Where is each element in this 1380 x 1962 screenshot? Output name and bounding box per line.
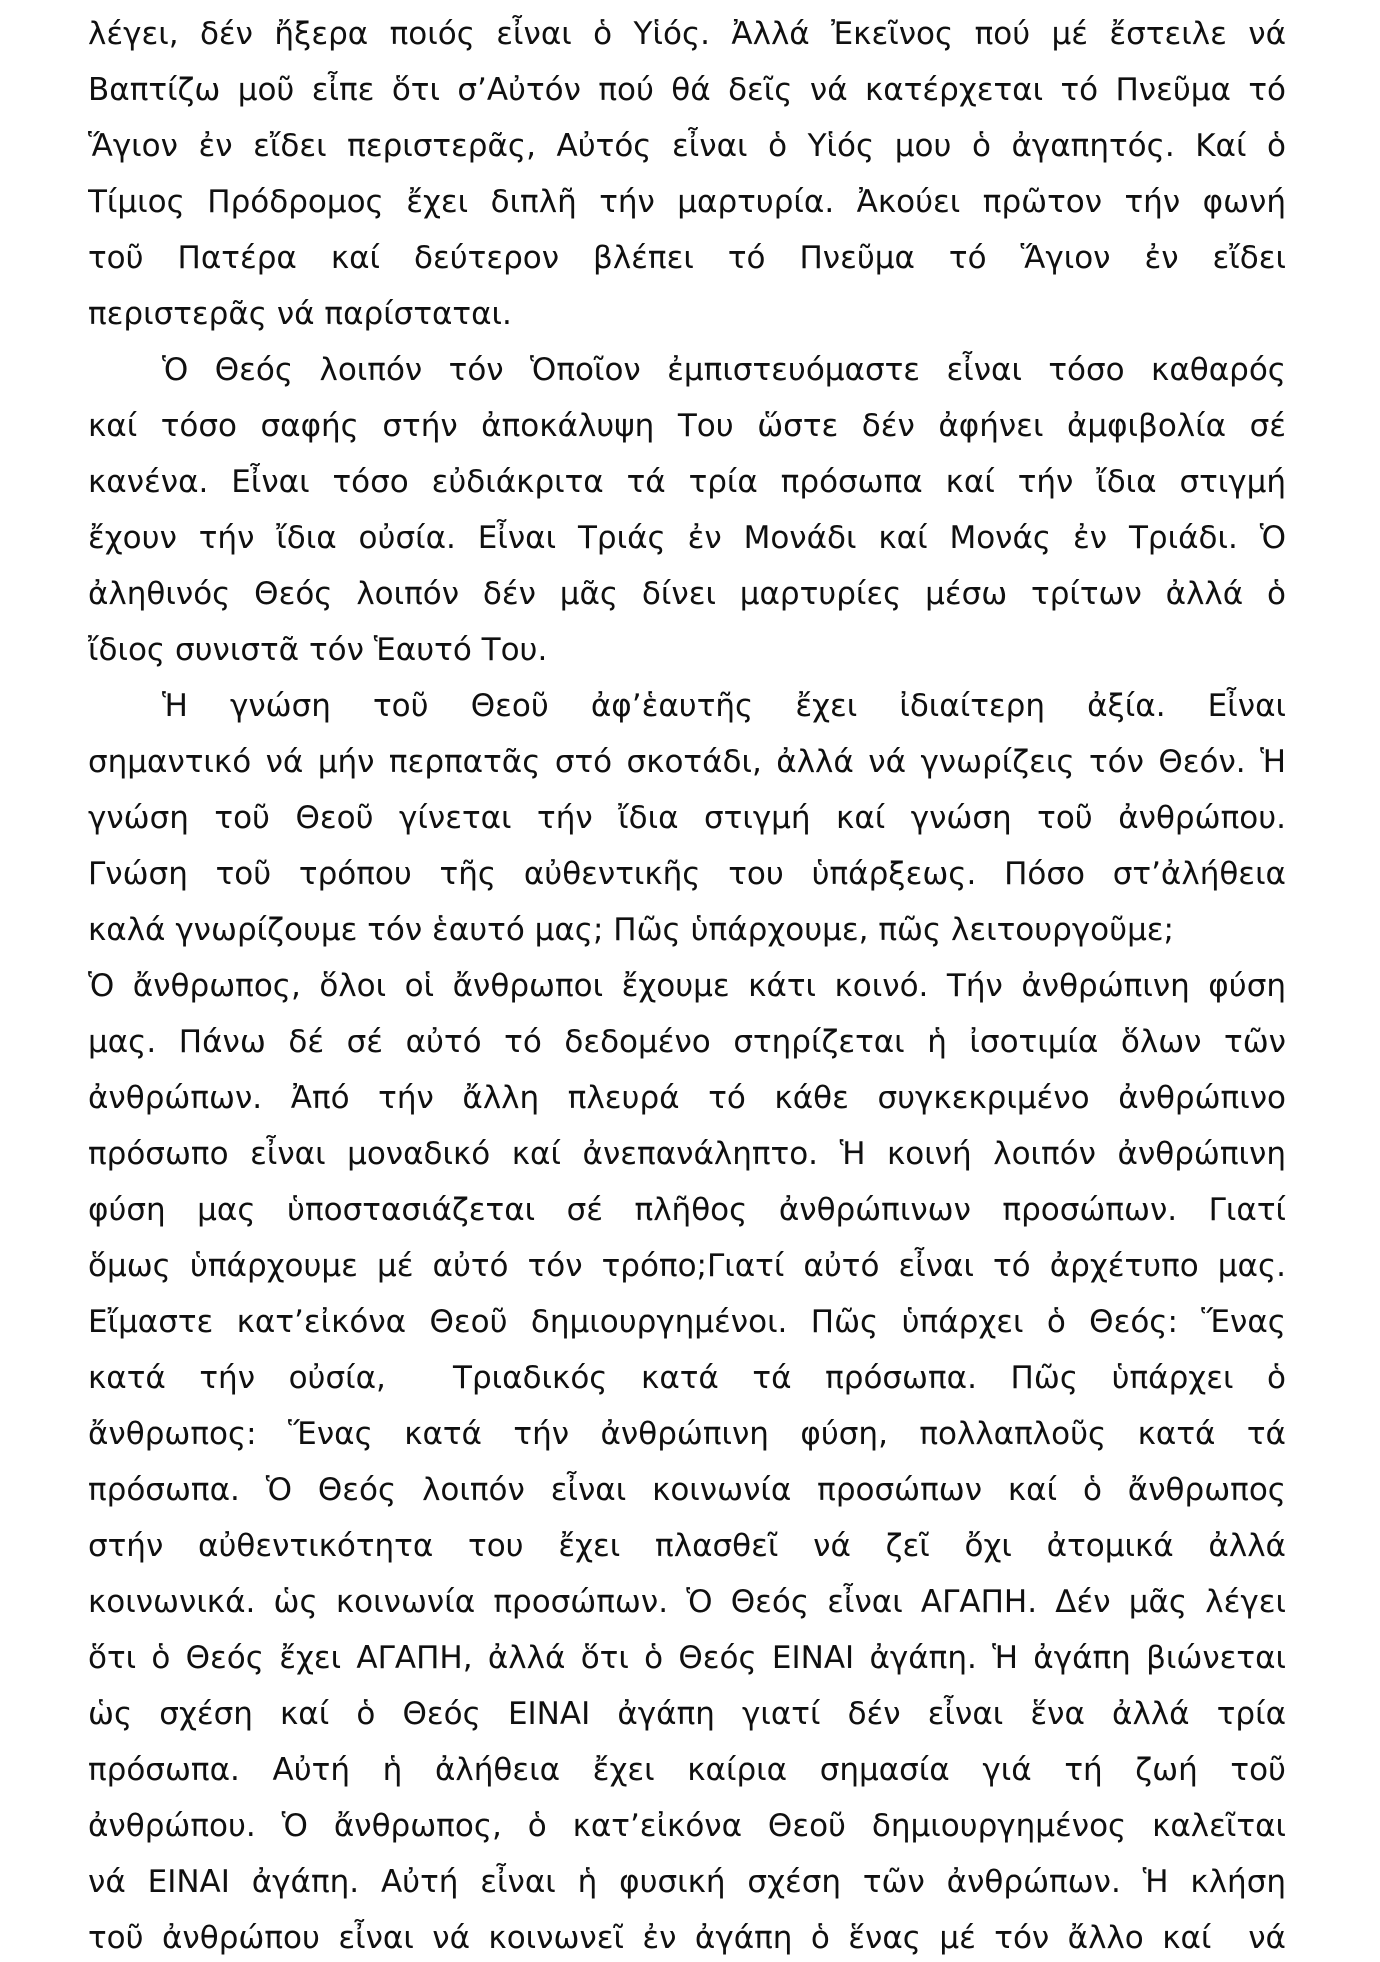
text-line: ἔχουν τήν ἴδια οὐσία. Εἶναι Τριάς ἐν Μονάδι καί Μονάς ἐν Τριάδι. Ὁ bbox=[88, 520, 1286, 556]
text-line: πρόσωπο εἶναι μοναδικό καί ἀνεπανάληπτο. Ἡ κοινή λοιπόν ἀνθρώπινη bbox=[88, 1136, 1286, 1172]
text-line: ὡς σχέση καί ὁ Θεός ΕΙΝΑΙ ἀγάπη γιατί δέν εἶναι ἕνα ἀλλά τρία bbox=[88, 1696, 1286, 1732]
paragraph bbox=[88, 678, 1286, 958]
text-line: νά ΕΙΝΑΙ ἀγάπη. Αὐτή εἶναι ἡ φυσική σχέση τῶν ἀνθρώπων. Ἡ κλήση bbox=[88, 1864, 1286, 1900]
text-line: Ὁ ἄνθρωπος, ὅλοι οἱ ἄνθρωποι ἔχουμε κάτι κοινό. Τήν ἀνθρώπινη φύση bbox=[88, 968, 1286, 1004]
text-line: λέγει, δέν ἤξερα ποιός εἶναι ὁ Υἱός. Ἀλλά Ἐκεῖνος πού μέ ἔστειλε νά bbox=[88, 16, 1286, 52]
text-line: Γνώση τοῦ τρόπου τῆς αὐθεντικῆς του ὑπάρξεως. Πόσο στ’ἀλήθεια bbox=[88, 856, 1286, 892]
text-line: Ἡ γνώση τοῦ Θεοῦ ἀφ’ἑαυτῆς ἔχει ἰδιαίτερη ἀξία. Εἶναι bbox=[162, 688, 1286, 724]
text-line: Ὁ Θεός λοιπόν τόν Ὁποῖον ἐμπιστευόμαστε εἶναι τόσο καθαρός bbox=[162, 352, 1286, 388]
text-line: κανένα. Εἶναι τόσο εὐδιάκριτα τά τρία πρόσωπα καί τήν ἴδια στιγμή bbox=[88, 464, 1286, 500]
text-line: τοῦ Πατέρα καί δεύτερον βλέπει τό Πνεῦμα τό Ἅγιον ἐν εἴδει bbox=[88, 240, 1286, 276]
text-line: Εἴμαστε κατ’εἰκόνα Θεοῦ δημιουργημένοι. Πῶς ὑπάρχει ὁ Θεός: Ἕνας bbox=[88, 1304, 1286, 1340]
text-line: κατά τήν οὐσία, Τριαδικός κατά τά πρόσωπα. Πῶς ὑπάρχει ὁ bbox=[88, 1360, 1286, 1396]
text-line: Βαπτίζω μοῦ εἶπε ὅτι σ’Αὐτόν πού θά δεῖς νά κατέρχεται τό Πνεῦμα τό bbox=[88, 72, 1286, 108]
text-line: ἄνθρωπος: Ἕνας κατά τήν ἀνθρώπινη φύση, πολλαπλοῦς κατά τά bbox=[88, 1416, 1286, 1452]
text-line: καί τόσο σαφής στήν ἀποκάλυψη Του ὥστε δέν ἀφήνει ἀμφιβολία σέ bbox=[88, 408, 1286, 444]
text-line: ἀνθρώπων. Ἀπό τήν ἄλλη πλευρά τό κάθε συγκεκριμένο ἀνθρώπινο bbox=[88, 1080, 1286, 1116]
text-line: ὅτι ὁ Θεός ἔχει ΑΓΑΠΗ, ἀλλά ὅτι ὁ Θεός ΕΙΝΑΙ ἀγάπη. Ἡ ἀγάπη βιώνεται bbox=[88, 1640, 1286, 1676]
text-line: πρόσωπα. Αὐτή ἡ ἀλήθεια ἔχει καίρια σημασία γιά τή ζωή τοῦ bbox=[88, 1752, 1286, 1788]
text-line: σημαντικό νά μήν περπατᾶς στό σκοτάδι, ἀλλά νά γνωρίζεις τόν Θεόν. Ἡ bbox=[88, 744, 1286, 780]
text-line: πρόσωπα. Ὁ Θεός λοιπόν εἶναι κοινωνία προσώπων καί ὁ ἄνθρωπος bbox=[88, 1472, 1286, 1508]
paragraph bbox=[88, 342, 1286, 678]
text-line: ἀληθινός Θεός λοιπόν δέν μᾶς δίνει μαρτυρίες μέσω τρίτων ἀλλά ὁ bbox=[88, 576, 1286, 612]
text-line: φύση μας ὑποστασιάζεται σέ πλῆθος ἀνθρώπινων προσώπων. Γιατί bbox=[88, 1192, 1286, 1228]
text-block bbox=[88, 6, 1286, 1962]
text-line: στήν αὐθεντικότητα του ἔχει πλασθεῖ νά ζεῖ ὄχι ἀτομικά ἀλλά bbox=[88, 1528, 1286, 1564]
text-line: ἀνθρώπου. Ὁ ἄνθρωπος, ὁ κατ’εἰκόνα Θεοῦ δημιουργημένος καλεῖται bbox=[88, 1808, 1286, 1844]
text-line: γνώση τοῦ Θεοῦ γίνεται τήν ἴδια στιγμή καί γνώση τοῦ ἀνθρώπου. bbox=[88, 800, 1286, 836]
text-line: μας. Πάνω δέ σέ αὐτό τό δεδομένο στηρίζεται ἡ ἰσοτιμία ὅλων τῶν bbox=[88, 1024, 1286, 1060]
paragraph bbox=[88, 6, 1286, 342]
text-line: καλά γνωρίζουμε τόν ἑαυτό μας; Πῶς ὑπάρχουμε, πῶς λειτουργοῦμε; bbox=[88, 912, 1174, 948]
text-line: κοινωνικά. ὡς κοινωνία προσώπων. Ὁ Θεός εἶναι ΑΓΑΠΗ. Δέν μᾶς λέγει bbox=[88, 1584, 1286, 1620]
text-line: Ἅγιον ἐν εἴδει περιστερᾶς, Αὐτός εἶναι ὁ Υἱός μου ὁ ἀγαπητός. Καί ὁ bbox=[88, 128, 1286, 164]
text-line: ἴδιος συνιστᾶ τόν Ἑαυτό Του. bbox=[88, 632, 548, 668]
text-line: περιστερᾶς νά παρίσταται. bbox=[88, 296, 512, 332]
text-line: τοῦ ἀνθρώπου εἶναι νά κοινωνεῖ ἐν ἀγάπη ὁ ἕνας μέ τόν ἄλλο καί νά bbox=[88, 1920, 1286, 1956]
text-line: Τίμιος Πρόδρομος ἔχει διπλῆ τήν μαρτυρία. Ἀκούει πρῶτον τήν φωνή bbox=[88, 184, 1286, 220]
text-line: ὅμως ὑπάρχουμε μέ αὐτό τόν τρόπο;Γιατί αὐτό εἶναι τό ἀρχέτυπο μας. bbox=[88, 1248, 1286, 1284]
paragraph bbox=[88, 958, 1286, 1962]
